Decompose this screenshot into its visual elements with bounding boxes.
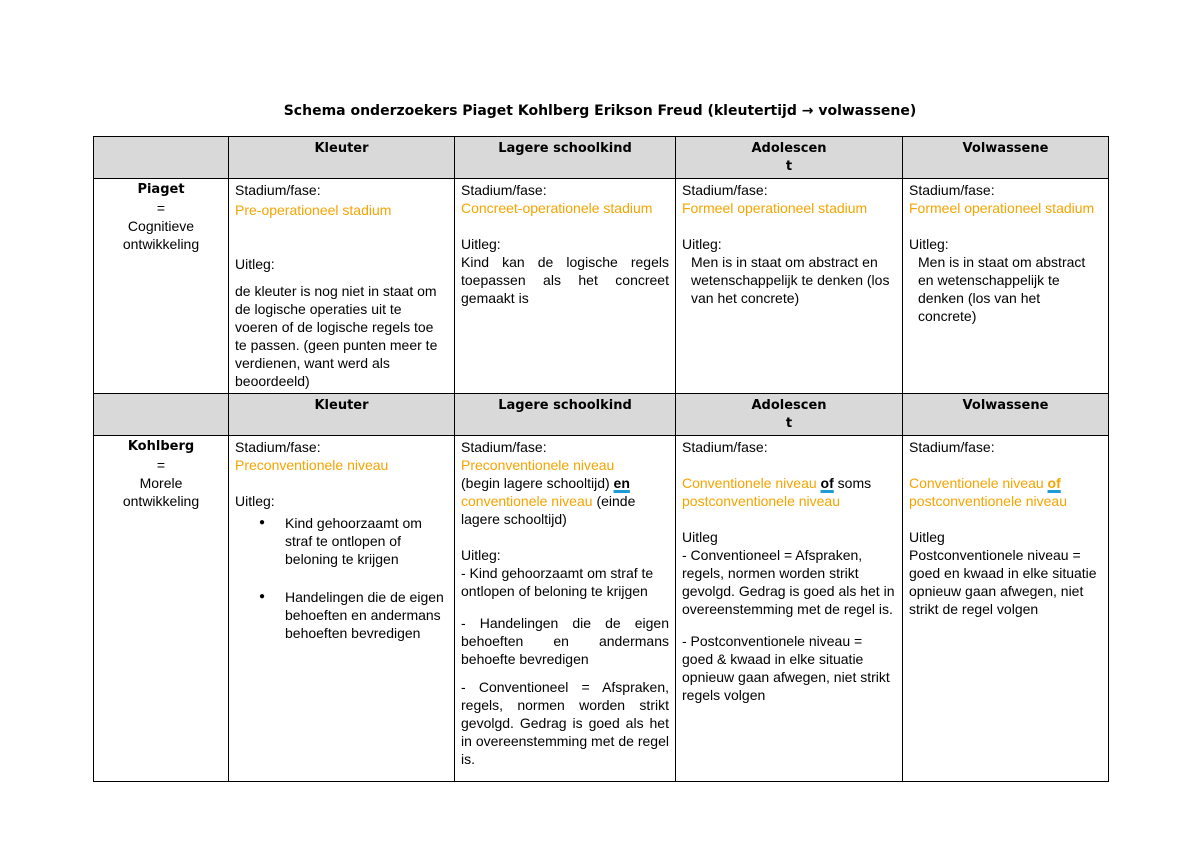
- stadium-value: Preconventionele niveau: [461, 457, 615, 473]
- stadium-label: Stadium/fase:: [461, 439, 547, 455]
- conjunction-of: of: [820, 475, 834, 491]
- piaget-lagere-cell: [455, 179, 676, 394]
- stadium-value: Pre-operationeel stadium: [235, 202, 392, 218]
- uitleg-label: Uitleg:: [235, 493, 275, 509]
- uitleg-label: Uitleg: [909, 529, 945, 545]
- stadium-note: (begin lagere schooltijd): [461, 475, 610, 491]
- uitleg-text: Kind kan de logische regels toepassen als het concreet gemaakt is: [461, 254, 669, 306]
- piaget-volwassene-cell: [903, 179, 1109, 394]
- stadium-value-2: postconventionele niveau: [909, 493, 1068, 509]
- piaget-row: [94, 179, 1109, 394]
- piaget-cell: [94, 179, 229, 394]
- uitleg-label: Uitleg:: [461, 547, 501, 563]
- uitleg-label: Uitleg:: [909, 236, 949, 252]
- header-volwassene: Volwassene: [903, 137, 1109, 179]
- equals-sign: =: [156, 200, 166, 216]
- researcher-description: Morele ontwikkeling: [122, 475, 200, 509]
- stadium-label: Stadium/fase:: [235, 439, 321, 455]
- list-item: - Handelingen die de eigen behoeften en andermans behoefte bevredigen: [461, 615, 669, 667]
- list-item: - Conventioneel = Afspraken, regels, normen worden strikt gevolgd. Gedrag is goed als het in overeenstemming met de regel is.: [461, 679, 669, 767]
- stadium-label: Stadium/fase:: [682, 182, 768, 198]
- conjunction-en: en: [613, 475, 630, 491]
- uitleg-label: Uitleg:: [461, 236, 501, 252]
- piaget-kleuter-cell: [229, 179, 455, 394]
- uitleg-label: Uitleg:: [235, 256, 275, 272]
- header-row: [94, 137, 1109, 179]
- header-adolescent: Adolescen t: [676, 394, 903, 436]
- stadium-value: Concreet-operationele stadium: [461, 200, 653, 216]
- stadium-value: Preconventionele niveau: [235, 457, 389, 473]
- stadium-value: Formeel operationeel stadium: [909, 200, 1095, 216]
- kohlberg-lagere-cell: [455, 436, 676, 782]
- stadium-value: Formeel operationeel stadium: [682, 200, 868, 216]
- header-adolescent: Adolescen t: [676, 137, 903, 179]
- stadium-label: Stadium/fase:: [682, 439, 768, 455]
- stadium-value: Conventionele niveau: [909, 475, 1044, 491]
- uitleg-text: Men is in staat om abstract en wetenschappelijk te denken (los van het concrete): [918, 254, 1086, 324]
- kohlberg-kleuter-cell: [229, 436, 455, 782]
- list-item: ● Handelingen die de eigen behoeften en andermans behoeften bevredigen: [285, 588, 448, 642]
- equals-sign: =: [156, 457, 166, 473]
- page-title: Schema onderzoekers Piaget Kohlberg Erikson Freud (kleutertijd → volwassene): [283, 103, 917, 119]
- list-item: - Kind gehoorzaamt om straf te ontlopen of beloning te krijgen: [461, 565, 654, 599]
- uitleg-text: de kleuter is nog niet in staat om de logische operaties uit te voeren of de logische regels toe te passen. (geen punten meer te verdienen, want werd als beoordeeld): [235, 283, 438, 389]
- header-lagere-schoolkind: Lagere schoolkind: [455, 137, 676, 179]
- header-row: [94, 394, 1109, 436]
- list-item: - Conventioneel = Afspraken, regels, normen worden strikt gevolgd. Gedrag is goed als het in overeenstemming met de regel is.: [682, 547, 895, 617]
- kohlberg-row: [94, 436, 1109, 782]
- header-empty-cell: [94, 137, 229, 179]
- stadium-value-2: conventionele niveau: [461, 493, 593, 509]
- uitleg-text: Men is in staat om abstract en wetenschappelijk te denken (los van het concrete): [691, 254, 890, 306]
- uitleg-label: Uitleg:: [682, 236, 722, 252]
- stadium-note: soms: [837, 475, 872, 491]
- uitleg-label: Uitleg: [682, 529, 718, 545]
- stadium-value: Conventionele niveau: [682, 475, 817, 491]
- header-empty-cell: [94, 394, 229, 436]
- conjunction-of: of: [1047, 475, 1061, 491]
- stadium-label: Stadium/fase:: [909, 182, 995, 198]
- kohlberg-cell: [94, 436, 229, 782]
- header-kleuter: Kleuter: [229, 394, 455, 436]
- researchers-table: [93, 136, 1109, 782]
- header-kleuter: Kleuter: [229, 137, 455, 179]
- header-volwassene: Volwassene: [903, 394, 1109, 436]
- list-item: ● Kind gehoorzaamt om straf te ontlopen of beloning te krijgen: [285, 514, 448, 568]
- kohlberg-adolescent-cell: [676, 436, 903, 782]
- stadium-value-2: postconventionele niveau: [682, 493, 841, 509]
- uitleg-text: Postconventionele niveau = goed en kwaad in elke situatie opnieuw gaan afwegen, niet strikt de regel volgen: [909, 547, 1097, 617]
- stadium-label: Stadium/fase:: [909, 439, 995, 455]
- piaget-adolescent-cell: [676, 179, 903, 394]
- list-item: - Postconventionele niveau = goed & kwaad in elke situatie opnieuw gaan afwegen, niet strikt regels volgen: [682, 633, 890, 703]
- researcher-name: Kohlberg: [127, 439, 195, 454]
- researcher-name: Piaget: [137, 182, 185, 197]
- kohlberg-volwassene-cell: [903, 436, 1109, 782]
- uitleg-bullet-list: [235, 514, 448, 642]
- header-lagere-schoolkind: Lagere schoolkind: [455, 394, 676, 436]
- researcher-description: Cognitieve ontwikkeling: [122, 218, 200, 252]
- stadium-label: Stadium/fase:: [235, 182, 321, 198]
- stadium-label: Stadium/fase:: [461, 182, 547, 198]
- stadium-note: (einde lagere schooltijd): [461, 493, 636, 527]
